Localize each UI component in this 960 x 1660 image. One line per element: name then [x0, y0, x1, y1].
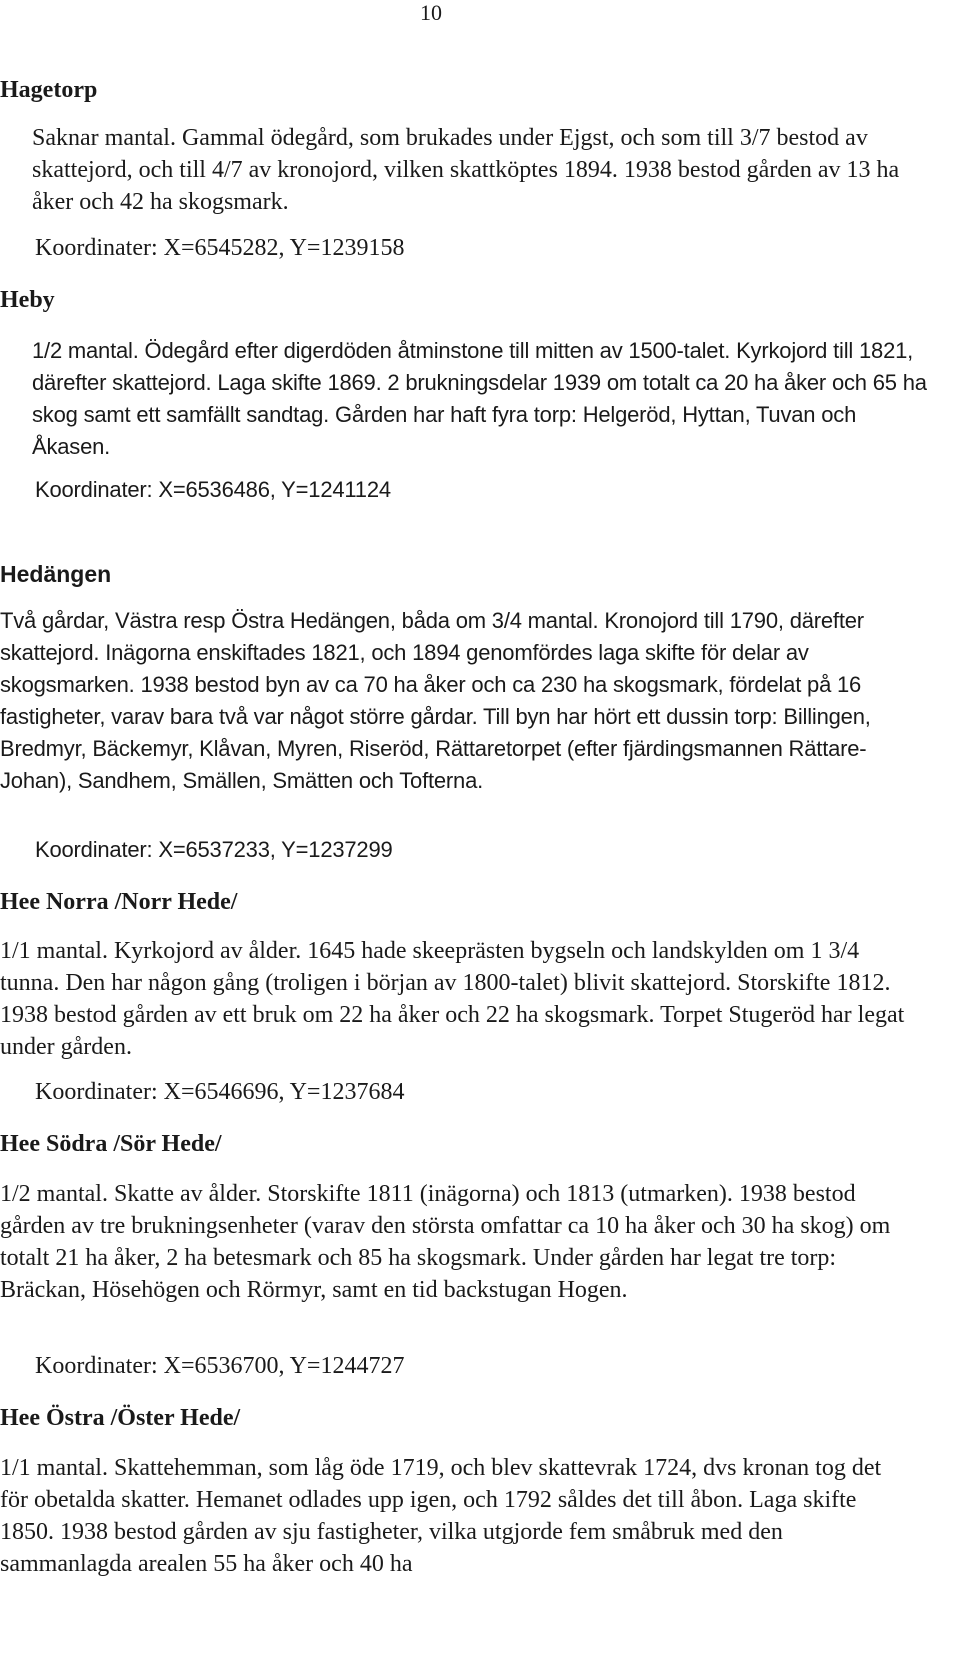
entry-coordinates: Koordinater: X=6536486, Y=1241124 [35, 477, 391, 502]
entry-heading: Hee Östra /Öster Hede/ [0, 1405, 241, 1431]
entry-heading: Hee Södra /Sör Hede/ [0, 1131, 222, 1157]
entry-coordinates: Koordinater: X=6536700, Y=1244727 [35, 1353, 405, 1379]
entry-heading: Heby [0, 287, 55, 313]
entry-heading: Hee Norra /Norr Hede/ [0, 889, 238, 915]
entry-text: Två gårdar, Västra resp Östra Hedängen, båda om 3/4 mantal. Kronojord till 1790, därefter skattejord. Inägorna enskiftades 1821, och 1894 genomfördes laga skifte för delar av skogsmarken. 1938 bestod byn av ca 70 ha åker och ca 230 ha skogsmark, fördelat på 16 fastigheter, varav bara två var något större gårdar. Till byn har hört ett dussin torp: Billingen, Bredmyr, Bäckemyr, Klåvan, Myren, Riseröd, Rättaretorpet (efter fjärdingsmannen Rättare-Johan), Sandhem, Smällen, Smätten och Tofterna. [0, 608, 871, 793]
entry-text: 1/2 mantal. Ödegård efter digerdöden åtminstone till mitten av 1500-talet. Kyrkojord till 1821, därefter skattejord. Laga skifte 1869. 2 brukningsdelar 1939 om totalt ca 20 ha åker och 65 ha skog samt ett samfällt sandtag. Gården har haft fyra torp: Helgeröd, Hyttan, Tuvan och Åkasen. [32, 338, 927, 459]
entry-text: 1/2 mantal. Skatte av ålder. Storskifte 1811 (inägorna) och 1813 (utmarken). 1938 bestod gården av tre brukningsenheter (varav den största omfattar ca 10 ha åker och 30 ha skog) om totalt 21 ha åker, 2 ha betesmark och 85 ha skogsmark. Under gården har legat tre torp: Bräckan, Hösehögen och Rörmyr, samt en tid backstugan Hogen. [0, 1181, 891, 1303]
entry-text: Saknar mantal. Gammal ödegård, som brukades under Ejgst, och som till 3/7 bestod av skattejord, och till 4/7 av kronojord, vilken skattköptes 1894. 1938 bestod gården av 13 ha åker och 42 ha skogsmark. [32, 125, 900, 215]
entry-coordinates: Koordinater: X=6546696, Y=1237684 [35, 1079, 405, 1105]
entry-coordinates: Koordinater: X=6545282, Y=1239158 [35, 235, 405, 261]
entry-coordinates: Koordinater: X=6537233, Y=1237299 [35, 837, 393, 862]
entry-heading: Hedängen [0, 561, 112, 587]
page-number: 10 [420, 0, 442, 25]
entry-text: 1/1 mantal. Kyrkojord av ålder. 1645 hade skeeprästen bygseln och landskylden om 1 3/4 tunna. Den har någon gång (troligen i början av 1800-talet) blivit skattejord. Storskifte 1812. 1938 bestod gården av ett bruk om 22 ha åker och 22 ha skogsmark. Torpet Stugeröd har legat under gården. [0, 938, 905, 1060]
entry-heading: Hagetorp [0, 77, 98, 103]
entry-text: 1/1 mantal. Skattehemman, som låg öde 1719, och blev skattevrak 1724, dvs kronan tog det för obetalda skatter. Hemanet odlades upp igen, och 1792 såldes det till åbon. Laga skifte 1850. 1938 bestod gården av sju fastigheter, vilka utgjorde fem småbruk med den sammanlagda arealen 55 ha åker och 40 ha [0, 1455, 882, 1577]
